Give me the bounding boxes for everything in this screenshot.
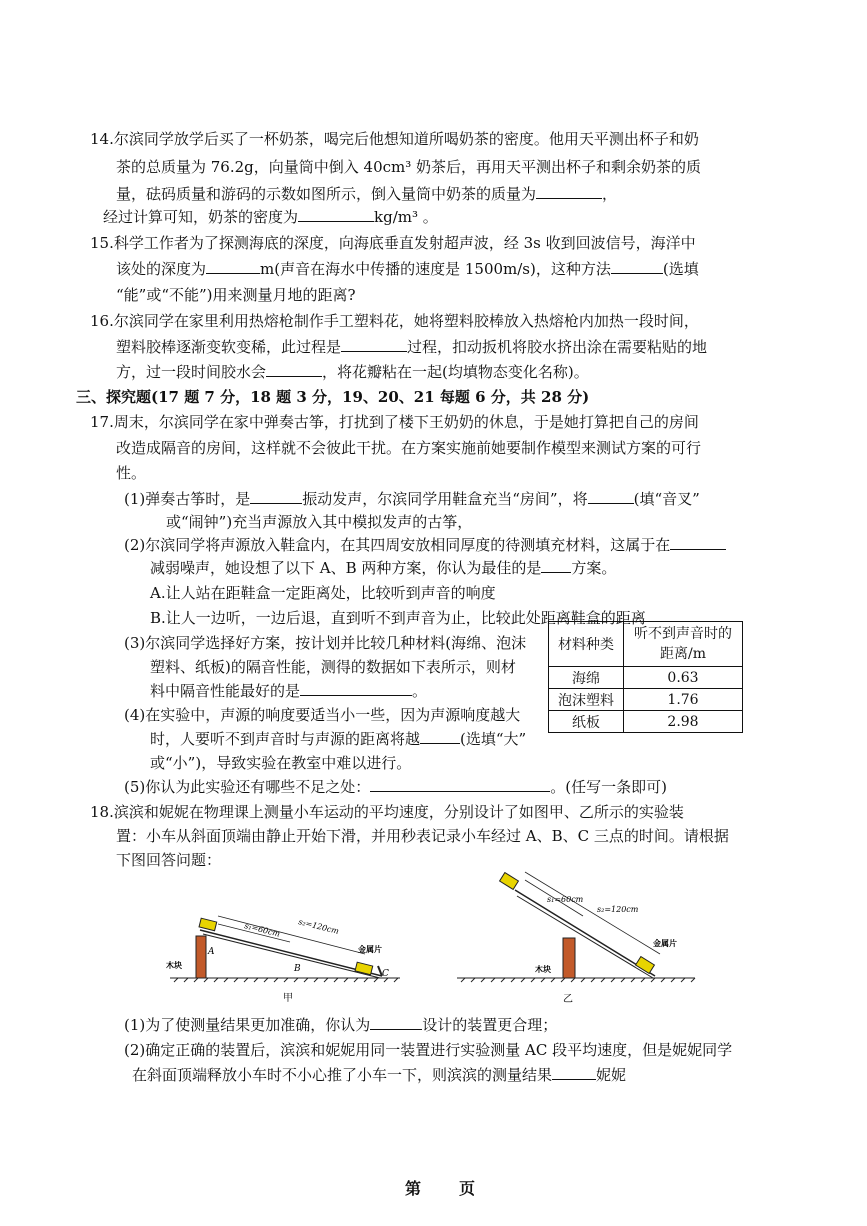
q14-line1: 14.尔滨同学放学后买了一杯奶茶，喝完后他想知道所喝奶茶的密度。他用天平测出杯子和奶 — [90, 130, 699, 148]
q17-part4-line3: 或“小”)，导致实验在教室中难以进行。 — [150, 754, 412, 772]
cart-top — [500, 873, 519, 890]
label-s2: s₂=120cm — [297, 917, 340, 936]
wood-block — [563, 938, 575, 978]
q16-line3: 方，过一段时间胶水会 ，将花瓣粘在一起(均填物态变化名称)。 — [116, 363, 589, 381]
label-metal: 金属片 — [358, 944, 382, 954]
q14-blank2[interactable] — [298, 206, 374, 222]
q17-part1-line1: (1)弹奏古筝时，是 振动发声，尔滨同学用鞋盒充当“房间”，将 (填“音叉” — [124, 490, 700, 508]
q17-part4-line2: 时，人要听不到声音时与声源的距离将越 (选填“大” — [150, 730, 527, 748]
q18-part2-line2: 在斜面顶端释放小车时不小心推了小车一下，则滨滨的测量结果 妮妮 — [132, 1066, 627, 1084]
q14-line4: 经过计算可知，奶茶的密度为 kg/m³ 。 — [103, 208, 438, 226]
ground-hatch — [170, 978, 400, 982]
table-header-material: 材料种类 — [549, 622, 624, 667]
q15-line1: 15.科学工作者为了探测海底的深度，向海底垂直发射超声波，经 3s 收到回波信号，海洋中 — [90, 234, 696, 252]
label-c: C — [382, 969, 389, 979]
q15-line3: “能”或“不能”)用来测量月地的距离? — [116, 286, 356, 304]
q14-blank1[interactable] — [536, 183, 602, 199]
q14-line2: 茶的总质量为 76.2g，向量筒中倒入 40cm³ 奶茶后，再用天平测出杯子和剩余奶茶的质 — [116, 158, 702, 176]
table-cell-material: 纸板 — [549, 711, 624, 733]
table-row — [549, 711, 743, 733]
q17-part4-line1: (4)在实验中，声源的响度要适当小一些，因为声源响度越大 — [124, 706, 521, 724]
q16-blank1[interactable] — [341, 336, 407, 352]
q14-line3: 量，砝码质量和游码的示数如图所示，倒入量筒中奶茶的质量为 ， — [116, 185, 618, 203]
q18-line2: 置：小车从斜面顶端由静止开始下滑，并用秒表记录小车经过 A、B、C 三点的时间。请根据 — [116, 827, 729, 845]
table-cell-distance: 1.76 — [624, 689, 743, 711]
q17-option-b: B.让人一边听，一边后退，直到听不到声音为止，比较此处距离鞋盒的距离 — [150, 609, 646, 627]
q17-blank7[interactable] — [370, 776, 550, 792]
q17-blank6[interactable] — [420, 728, 460, 744]
figure-yi — [455, 868, 700, 1008]
label-block: 木块 — [166, 960, 182, 970]
q16-line1: 16.尔滨同学在家里利用热熔枪制作手工塑料花，她将塑料胶棒放入热熔枪内加热一段时间， — [90, 312, 699, 330]
q17-part1-line2: 或“闹钟”)充当声源放入其中模拟发声的古筝， — [166, 513, 473, 531]
q15-blank2[interactable] — [611, 258, 663, 274]
q17-line2: 改造成隔音的房间，这样就不会彼此干扰。在方案实施前她要制作模型来测试方案的可行 — [116, 439, 702, 457]
table-row — [549, 689, 743, 711]
table-header-distance: 听不到声音时的 距离/m — [624, 622, 743, 667]
table-cell-material: 海绵 — [549, 667, 624, 689]
table-cell-distance: 0.63 — [624, 667, 743, 689]
ground-hatch — [457, 978, 695, 982]
label-a: A — [208, 947, 215, 957]
q17-part3-line1: (3)尔滨同学选择好方案，按计划并比较几种材料(海绵、泡沫 — [124, 634, 527, 652]
table-cell-material: 泡沫塑料 — [549, 689, 624, 711]
ramp — [200, 930, 382, 976]
figure-jia — [160, 908, 410, 1008]
wood-block — [196, 936, 206, 978]
q16-blank2[interactable] — [266, 361, 322, 377]
q15-line2: 该处的深度为 m(声音在海水中传播的速度是 1500m/s)，这种方法 (选填 — [116, 260, 699, 278]
q17-part3-line3: 料中隔音性能最好的是 。 — [150, 682, 428, 700]
q17-part5: (5)你认为此实验还有哪些不足之处： 。(任写一条即可) — [124, 778, 667, 796]
q17-blank3[interactable] — [670, 534, 726, 550]
distance-line-s2 — [218, 916, 365, 954]
q17-part3-line2: 塑料、纸板)的隔音性能，测得的数据如下表所示，则材 — [150, 658, 516, 676]
q18-line1: 18.滨滨和妮妮在物理课上测量小车运动的平均速度，分别设计了如图甲、乙所示的实验装 — [90, 803, 684, 821]
q17-blank1[interactable] — [250, 488, 302, 504]
material-table — [548, 621, 743, 733]
q18-line3: 下图回答问题： — [116, 851, 222, 869]
q18-part1: (1)为了使测量结果更加准确，你认为 设计的装置更合理； — [124, 1016, 558, 1034]
label-yi: 乙 — [563, 994, 573, 1005]
page-footer: 第 页 — [405, 1179, 478, 1198]
q17-line1: 17.周末，尔滨同学在家中弹奏古筝，打扰到了楼下王奶奶的休息，于是她打算把自己的房间 — [90, 413, 699, 431]
cart-bottom — [636, 957, 655, 974]
cart-top — [199, 918, 217, 931]
q17-option-a: A.让人站在距鞋盒一定距离处，比较听到声音的响度 — [150, 584, 496, 602]
q18-blank2[interactable] — [552, 1064, 596, 1080]
label-s1: s₁=60cm — [243, 921, 281, 939]
label-s2: s₂=120cm — [597, 905, 639, 914]
q17-line3: 性。 — [116, 464, 147, 482]
label-s1: s₁=60cm — [547, 895, 584, 904]
table-cell-distance: 2.98 — [624, 711, 743, 733]
q17-blank5[interactable] — [300, 680, 412, 696]
table-row — [549, 667, 743, 689]
q15-blank1[interactable] — [206, 258, 260, 274]
q17-part2-line2: 减弱噪声，她设想了以下 A、B 两种方案，你认为最佳的是 方案。 — [150, 559, 617, 577]
label-jia: 甲 — [283, 993, 293, 1004]
label-block: 木块 — [535, 964, 551, 974]
section-heading: 三、探究题(17 题 7 分，18 题 3 分，19、20、21 每题 6 分，共 28 分) — [76, 388, 590, 406]
q18-part2-line1: (2)确定正确的装置后，滨滨和妮妮用同一装置进行实验测量 AC 段平均速度，但是妮妮同学 — [124, 1041, 733, 1059]
q16-line2: 塑料胶棒逐渐变软变稀，此过程是 过程，扣动扳机将胶水挤出涂在需要粘贴的地 — [116, 338, 708, 356]
q17-blank4[interactable] — [541, 557, 571, 573]
label-metal: 金属片 — [653, 938, 677, 948]
q17-blank2[interactable] — [588, 488, 634, 504]
q17-part2-line1: (2)尔滨同学将声源放入鞋盒内，在其四周安放相同厚度的待测填充材料，这属于在 — [124, 534, 726, 556]
label-b: B — [294, 964, 301, 974]
q18-blank1[interactable] — [370, 1014, 422, 1030]
